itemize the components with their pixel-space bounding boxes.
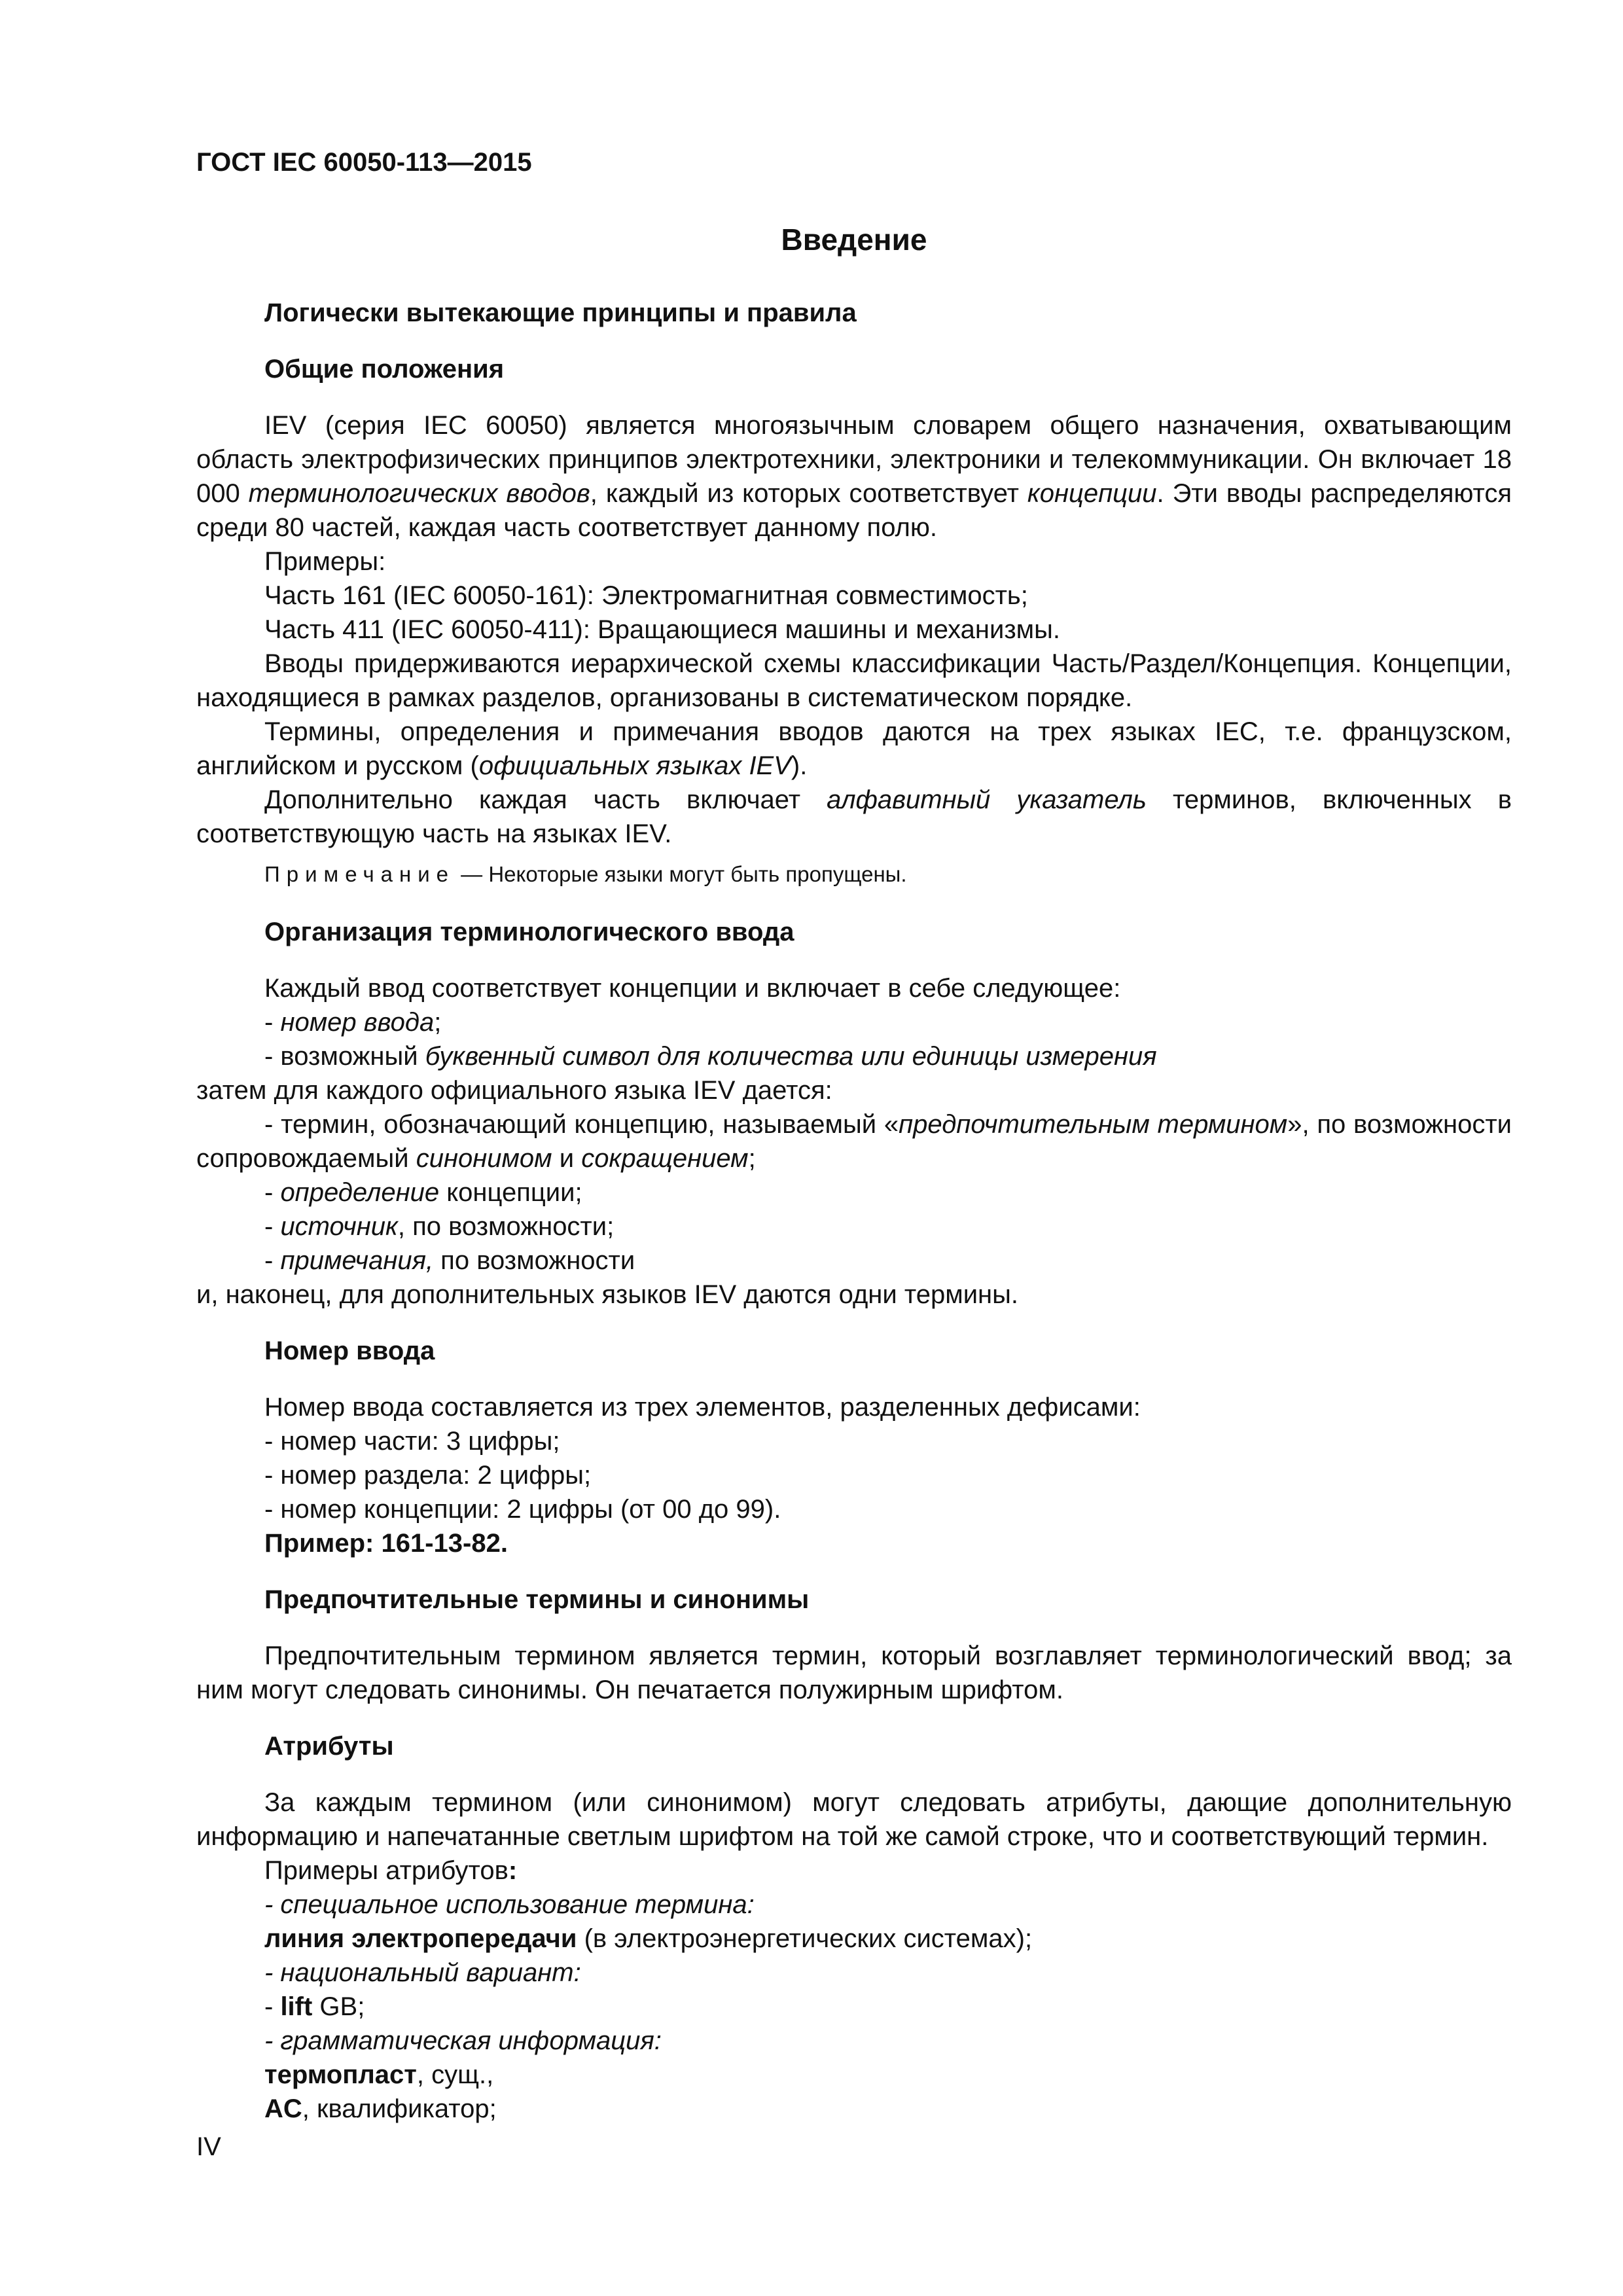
section-heading-preferred-terms: Предпочтительные термины и синонимы xyxy=(264,1585,810,1614)
paragraph-languages: Термины, определения и примечания вводов даются на трех языках IEC, т.е. французском, английском и русском (официальных языках IEV). xyxy=(196,717,1512,780)
list-item: термопласт, сущ., xyxy=(264,2060,494,2089)
section-heading-principles: Логически вытекающие принципы и правила xyxy=(264,298,857,327)
paragraph-preferred-terms: Предпочтительным термином является термин, который возглавляет терминологический ввод; за ним могут следовать синонимы. Он печатается полужирным шрифтом. xyxy=(196,1641,1512,1704)
page-title: Введение xyxy=(781,223,927,257)
note xyxy=(196,857,1512,891)
list-item: - национальный вариант: xyxy=(264,1958,581,1987)
list-item: - номер раздела: 2 цифры; xyxy=(264,1461,592,1490)
examples-label: Примеры: xyxy=(264,547,386,576)
list-item: линия электропередачи (в электроэнергетических системах); xyxy=(264,1924,1033,1953)
list-intro: Каждый ввод соответствует концепции и включает в себе следующее: xyxy=(264,974,1121,1003)
document-page xyxy=(196,0,1512,2296)
list-item: - номер концепции: 2 цифры (от 00 до 99). xyxy=(264,1495,781,1524)
paragraph-additional-languages: и, наконец, для дополнительных языков IEV даются одни термины. xyxy=(196,1280,1018,1309)
list-intro: затем для каждого официального языка IEV дается: xyxy=(196,1076,832,1105)
section-heading-entry-organization: Организация терминологического ввода xyxy=(264,918,794,946)
note-text: — Некоторые языки могут быть пропущены. xyxy=(455,862,907,886)
paragraph-attributes: За каждым термином (или синонимом) могут следовать атрибуты, дающие дополнительную информацию и напечатанные светлым шрифтом на той же самой строке, что и соответствующий термин. xyxy=(196,1788,1512,1851)
list-item: - номер части: 3 цифры; xyxy=(264,1427,560,1456)
document-code: ГОСТ IEC 60050-113—2015 xyxy=(196,148,532,177)
list-item: - lift GB; xyxy=(264,1992,365,2021)
paragraph-hierarchy: Вводы придерживаются иерархической схемы классификации Часть/Раздел/Концепция. Концепции, находящиеся в рамках разделов, организованы в систематическом порядке. xyxy=(196,649,1512,712)
list-item: - возможный буквенный символ для количества или единицы измерения xyxy=(264,1042,1157,1071)
list-item: - определение концепции; xyxy=(264,1178,582,1207)
list-item: AC, квалификатор; xyxy=(264,2094,497,2123)
list-item: - примечания, по возможности xyxy=(264,1246,635,1275)
section-heading-general: Общие положения xyxy=(264,355,505,384)
note-label: Примечание xyxy=(264,862,455,886)
section-heading-attributes: Атрибуты xyxy=(264,1732,394,1761)
example-line: Часть 161 (IEC 60050-161): Электромагнитная совместимость; xyxy=(264,581,1028,610)
document-body xyxy=(196,296,1512,2126)
list-intro: Примеры атрибутов: xyxy=(264,1856,518,1885)
example-line: Часть 411 (IEC 60050-411): Вращающиеся машины и механизмы. xyxy=(264,615,1061,644)
list-item: - специальное использование термина: xyxy=(264,1890,755,1919)
list-item: - грамматическая информация: xyxy=(264,2026,662,2055)
paragraph-index: Дополнительно каждая часть включает алфавитный указатель терминов, включенных в соответствующую часть на языках IEV. xyxy=(196,785,1512,848)
list-item: - источник, по возможности; xyxy=(264,1212,615,1241)
paragraph-iev-intro: IEV (серия IEC 60050) является многоязычным словарем общего назначения, охватывающим область электрофизических принципов электротехники, электроники и телекоммуникации. Он включает 18 000 терминологических вводов, каждый из которых соответствует концепции. Эти вводы распределяются среди 80 частей, каждая часть соответствует данному полю. xyxy=(196,411,1512,542)
list-item: - термин, обозначающий концепцию, называемый «предпочтительным термином», по возможности сопровождаемый синонимом и сокращением; xyxy=(196,1110,1512,1173)
list-intro: Номер ввода составляется из трех элементов, разделенных дефисами: xyxy=(264,1393,1141,1422)
section-heading-entry-number: Номер ввода xyxy=(264,1336,435,1365)
page-number: IV xyxy=(196,2132,221,2161)
list-item: - номер ввода; xyxy=(264,1008,442,1037)
example-bold: Пример: 161-13-82. xyxy=(264,1529,508,1558)
